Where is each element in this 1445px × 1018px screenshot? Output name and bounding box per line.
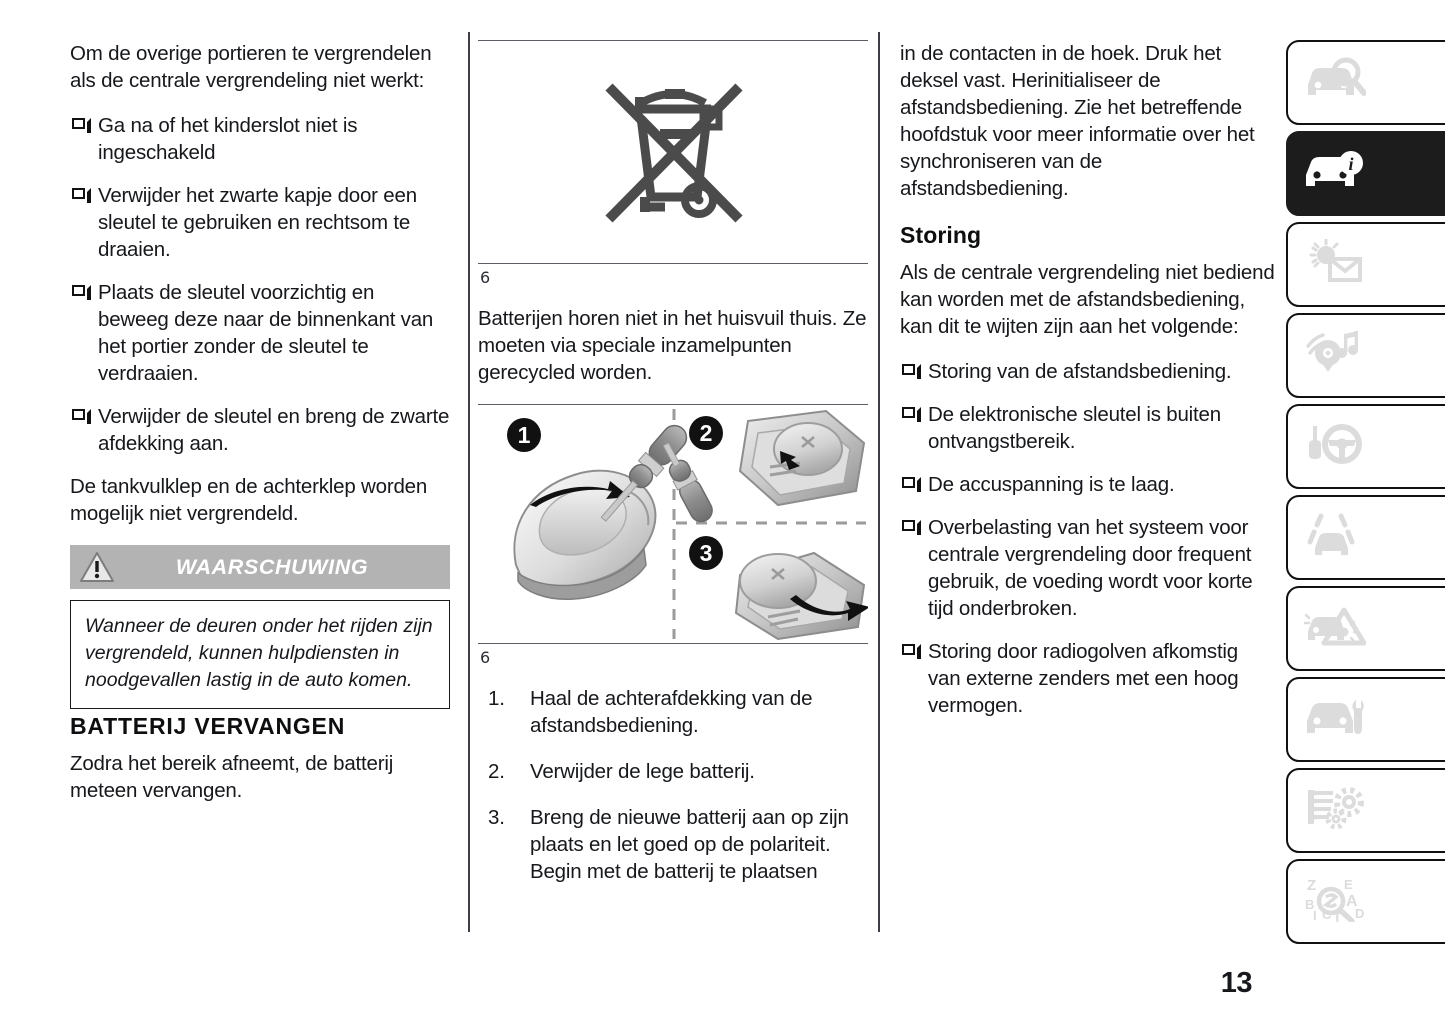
car-info-icon <box>1304 148 1366 199</box>
sidebar-item-car-inspection[interactable] <box>1286 40 1445 125</box>
list-item <box>900 471 1275 498</box>
list-item-label: De elektronische sleutel is buiten ontvangstbereik. <box>928 403 1221 453</box>
key-fob-battery-replacement-illustration <box>478 405 868 643</box>
list-item <box>70 279 450 387</box>
checkbox-bullet-icon <box>902 477 915 488</box>
lane-assist-icon <box>1304 512 1366 563</box>
column-middle <box>478 40 868 904</box>
list-item-label: Breng de nieuwe batterij aan op zijn plaats en let goed op de polariteit. Begin met de batterij te plaatsen <box>530 806 849 883</box>
continuation-paragraph: in de contacten in de hoek. Druk het deksel vast. Herinitialiseer de afstandsbediening. Zie het betreffende hoofdstuk voor meer informatie over het synchroniseren van de afstandsbediening. <box>900 42 1255 200</box>
section-heading-storing: Storing <box>900 222 982 248</box>
battery-paragraph: Zodra het bereik afneemt, de batterij meteen vervangen. <box>70 752 394 802</box>
checkbox-bullet-icon <box>72 188 85 199</box>
crossed-out-wheelie-bin-icon <box>478 41 868 263</box>
list-item <box>478 685 868 739</box>
list-item-label: Overbelasting van het systeem voor centrale vergrendeling door frequent gebruik, de voeding wordt voor korte tijd onderbroken. <box>928 516 1253 620</box>
specifications-gears-icon <box>1304 785 1366 836</box>
svg-text:2: 2 <box>699 420 713 446</box>
checkbox-bullet-icon <box>72 118 85 129</box>
sidebar-item-lane-assist[interactable] <box>1286 495 1445 580</box>
checkbox-bullet-icon <box>902 364 915 375</box>
right-bullet-list <box>900 358 1275 719</box>
svg-text:E: E <box>1344 877 1353 892</box>
list-item <box>900 514 1275 622</box>
column-right <box>900 40 1275 735</box>
emergency-warning-triangle-icon <box>1304 603 1366 654</box>
chapter-tab-strip <box>1286 40 1445 950</box>
climate-sun-vent-icon <box>1304 239 1366 290</box>
warning-text-box <box>70 600 450 709</box>
checkbox-bullet-icon <box>902 520 915 531</box>
list-item <box>70 403 450 457</box>
intro-paragraph: Om de overige portieren te vergrendelen als de centrale vergrendeling niet werkt: <box>70 42 432 92</box>
list-item <box>70 112 450 166</box>
list-item-label: Storing door radiogolven afkomstig van externe zenders met een hoog vermogen. <box>928 640 1239 717</box>
list-item-label: Plaats de sleutel voorzichtig en beweeg deze naar de binnenkant van het portier zonder de sleutel te verdraaien. <box>98 281 434 385</box>
svg-text:i: i <box>1348 154 1354 174</box>
list-item <box>900 401 1275 455</box>
list-item-label: De accuspanning is te laag. <box>928 473 1175 496</box>
column-left <box>70 40 450 822</box>
sidebar-item-climate[interactable] <box>1286 222 1445 307</box>
sidebar-item-car-info[interactable] <box>1286 131 1445 216</box>
list-item-label: Verwijder de lege batterij. <box>530 760 755 783</box>
svg-text:B: B <box>1305 897 1315 912</box>
svg-text:C: C <box>1322 907 1332 922</box>
warning-body: Wanneer de deuren onder het rijden zijn vergrendeld, kunnen hulpdiensten in noodgevallen lastig in de auto komen. <box>85 615 433 691</box>
list-item-label: Storing van de afstandsbediening. <box>928 360 1232 383</box>
steering-wheel-controls-icon <box>1304 421 1366 472</box>
sidebar-item-steering-controls[interactable] <box>1286 404 1445 489</box>
list-item <box>70 182 450 263</box>
car-inspection-magnifier-icon <box>1304 57 1366 108</box>
svg-text:Z: Z <box>1307 877 1317 894</box>
list-item <box>900 638 1275 719</box>
list-item-number: 1. <box>488 687 505 710</box>
list-item-number: 2. <box>488 760 505 783</box>
navigation-media-icon <box>1304 330 1366 381</box>
warning-banner <box>70 545 450 589</box>
battery-steps-list <box>478 685 868 885</box>
figure-caption: 6 <box>480 268 491 287</box>
sidebar-item-service[interactable] <box>1286 677 1445 762</box>
section-heading-battery: BATTERIJ VERVANGEN <box>70 713 346 739</box>
list-item <box>900 358 1275 385</box>
svg-text:1: 1 <box>517 422 531 448</box>
warning-title: WAARSCHUWING <box>175 554 369 579</box>
svg-text:D: D <box>1355 906 1365 921</box>
storing-intro-paragraph: Als de centrale vergrendeling niet bediend kan worden met de afstandsbediening, kan dit te wijten zijn aan het volgende: <box>900 261 1275 338</box>
figure-recycling <box>478 40 868 299</box>
svg-text:I: I <box>1313 908 1317 922</box>
svg-text:A: A <box>1346 893 1358 910</box>
after-bullets-paragraph: De tankvulklep en de achterklep worden mogelijk niet vergrendeld. <box>70 475 428 525</box>
column-divider-2 <box>878 32 880 932</box>
sidebar-item-specifications[interactable] <box>1286 768 1445 853</box>
car-service-wrench-icon <box>1304 694 1366 745</box>
checkbox-bullet-icon <box>72 409 85 420</box>
sidebar-item-index[interactable] <box>1286 859 1445 944</box>
battery-disposal-paragraph: Batterijen horen niet in het huisvuil thuis. Ze moeten via speciale inzamelpunten gerecycled worden. <box>478 307 867 384</box>
list-item-label: Haal de achterafdekking van de afstandsbediening. <box>530 687 813 737</box>
checkbox-bullet-icon <box>72 285 85 296</box>
list-item-label: Verwijder het zwarte kapje door een sleutel te gebruiken en rechtsom te draaien. <box>98 184 417 261</box>
figure-caption: 6 <box>480 648 491 667</box>
list-item <box>478 758 868 785</box>
list-item-label: Verwijder de sleutel en breng de zwarte afdekking aan. <box>98 405 450 455</box>
figure-battery-steps <box>478 404 868 679</box>
index-search-alphabet-icon <box>1304 876 1374 927</box>
list-item <box>478 804 868 885</box>
svg-text:3: 3 <box>699 540 713 566</box>
list-item-label: Ga na of het kinderslot niet is ingeschakeld <box>98 114 358 164</box>
checkbox-bullet-icon <box>902 644 915 655</box>
svg-text:T: T <box>1333 909 1342 922</box>
column-divider-1 <box>468 32 470 932</box>
sidebar-item-navigation-media[interactable] <box>1286 313 1445 398</box>
sidebar-item-emergency[interactable] <box>1286 586 1445 671</box>
warning-triangle-icon <box>70 551 124 583</box>
left-bullet-list <box>70 112 450 457</box>
list-item-number: 3. <box>488 806 505 829</box>
checkbox-bullet-icon <box>902 407 915 418</box>
page-number: 13 <box>1220 967 1252 999</box>
